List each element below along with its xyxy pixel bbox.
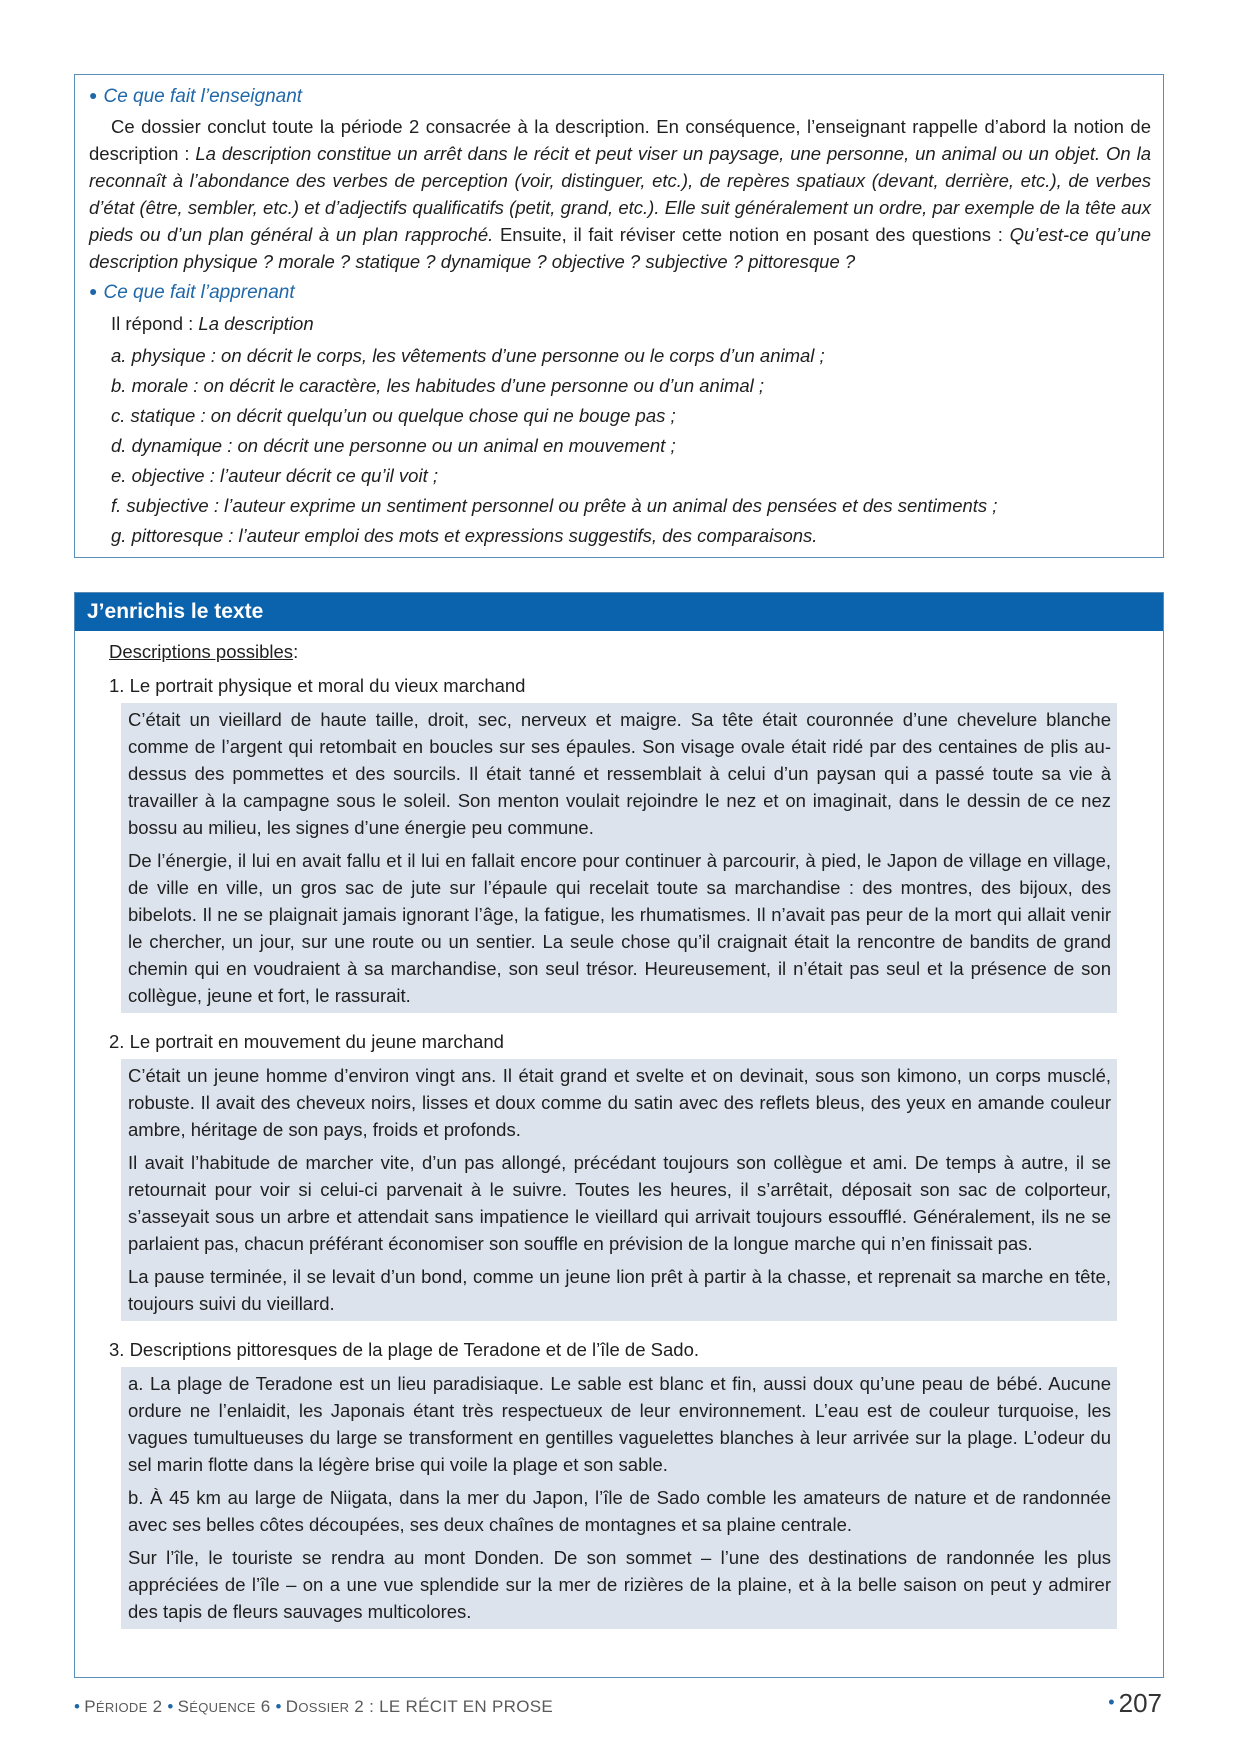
bullet-icon: • <box>167 1697 174 1716</box>
description-definition: La description constitue un arrêt dans le récit et peut viser un paysage, une personne, un animal ou un objet. On la reconnaît à l’abondance des verbes de perception (voir, distinguer, etc.), de repères spatiaux (devant, derrière, etc.), de verbes d’état (être, sembler, etc.) et d’adjectifs qualificatifs (petit, grand, etc.). Elle suit généralement un ordre, par exemple de la tête aux pieds ou d’un plan général à un plan rapproché. <box>89 143 1151 245</box>
enrich-content <box>75 631 1163 1629</box>
section-banner: J’enrichis le texte <box>75 593 1163 631</box>
list-item: c. statique : on décrit quelqu’un ou quelque chose qui ne bouge pas ; <box>111 405 676 426</box>
questions: Qu’est-ce qu’une description physique ? morale ? statique ? dynamique ? objective ? subjective ? pittoresque ? <box>89 224 1151 272</box>
teacher-paragraph: Ce dossier conclut toute la période 2 consacrée à la description. En conséquence, l’enseignant rappelle d’abord la notion de description : La description constitue un arrêt dans le récit et peut viser un paysage, une personne, un animal ou un objet. On la reconnaît à l’abondance des verbes de perception (voir, distinguer, etc.), de repères spatiaux (devant, derrière, etc.), de verbes d’état (être, sembler, etc.) et d’adjectifs qualificatifs (petit, grand, etc.). Elle suit généralement un ordre, par exemple de la tête aux pieds ou d’un plan général à un plan rapproché. Ensuite, il fait réviser cette notion en posant des questions : Qu’est-ce qu’une description physique ? morale ? statique ? dynamique ? objective ? subjective ? pittoresque ? <box>89 116 1151 272</box>
list-item: a. physique : on décrit le corps, les vêtements d’une personne ou le corps d’un animal ; <box>111 345 825 366</box>
descriptions-subtitle: Descriptions possibles: <box>109 641 299 662</box>
section-title: 2. Le portrait en mouvement du jeune marchand <box>109 1031 504 1052</box>
page-number: • 207 <box>1108 1688 1162 1718</box>
paragraph: b. À 45 km au large de Niigata, dans la mer du Japon, l’île de Sado comble les amateurs de nature et de randonnée avec ses belles côtes découpées, ses deux chaînes de montagnes et sa plaine centrale. <box>128 1487 1111 1535</box>
teacher-heading: ● Ce que fait l’enseignant <box>89 86 303 107</box>
learner-reply: Il répond : La description <box>111 313 314 334</box>
paragraph: C’était un vieillard de haute taille, droit, sec, nerveux et maigre. Sa tête était couronnée d’une chevelure blanche comme de l’argent qui retombait en boucles sur ses épaules. Son visage ovale était ridé par des centaines de plis au-dessus des pommettes et des sourcils. Il était tanné et ressemblait à celui d’un paysan qui a passé toute sa vie à travailler à la campagne sous le soleil. Son menton voulait rejoindre le nez et on imaginait, dans le dessin de ce nez bossu au milieu, les signes d’une énergie peu commune. <box>128 709 1111 838</box>
list-item: e. objective : l’auteur décrit ce qu’il voit ; <box>111 465 438 486</box>
section-title: 1. Le portrait physique et moral du vieux marchand <box>109 675 526 696</box>
bullet-icon: ● <box>89 87 98 103</box>
paragraph: La pause terminée, il se levait d’un bond, comme un jeune lion prêt à partir à la chasse, et reprenait sa marche en tête, toujours suivi du vieillard. <box>128 1266 1111 1314</box>
enrich-box <box>74 592 1164 1678</box>
shaded-text-block <box>121 1367 1117 1629</box>
list-item: d. dynamique : on décrit une personne ou un animal en mouvement ; <box>111 435 676 456</box>
teacher-learner-box <box>74 74 1164 558</box>
section-title: 3. Descriptions pittoresques de la plage de Teradone et de l’île de Sado. <box>109 1339 699 1360</box>
shaded-text-block <box>121 1059 1117 1321</box>
bullet-icon: • <box>275 1697 282 1716</box>
page-footer: • PÉRIODE 2 • SÉQUENCE 6 • DOSSIER 2 : LE RÉCIT EN PROSE <box>74 1697 554 1716</box>
list-item: f. subjective : l’auteur exprime un sentiment personnel ou prête à un animal des pensées et des sentiments ; <box>111 495 998 516</box>
bullet-icon: • <box>1108 1692 1115 1712</box>
bullet-icon: ● <box>89 283 98 299</box>
list-item: b. morale : on décrit le caractère, les habitudes d’une personne ou d’un animal ; <box>111 375 765 396</box>
list-item: g. pittoresque : l’auteur emploi des mots et expressions suggestifs, des comparaisons. <box>111 525 818 546</box>
paragraph: Il avait l’habitude de marcher vite, d’un pas allongé, précédant toujours son collègue et ami. De temps à autre, il se retournait pour voir si celui-ci parvenait à le suivre. Toutes les heures, il s’arrêtait, déposait son sac de colporteur, s’asseyait sous un arbre et attendait sans impatience le vieillard qui arrivait toujours essoufflé. Généralement, ils ne se parlaient pas, chacun préférant économiser son souffle en prévision de la longue marche qui n’en finissait pas. <box>128 1152 1111 1254</box>
bullet-icon: • <box>74 1697 81 1716</box>
learner-heading: ● Ce que fait l’apprenant <box>89 282 295 303</box>
shaded-text-block <box>121 703 1117 1013</box>
paragraph: a. La plage de Teradone est un lieu paradisiaque. Le sable est blanc et fin, aussi doux qu’une peau de bébé. Aucune ordure ne l’enlaidit, les Japonais étant très respectueux de leur environnement. L’eau est de couleur turquoise, les vagues tumultueuses du large se transforment en gentilles vaguelettes blanches à leur arrivée sur la plage. L’odeur du sel marin flotte dans la légère brise qui voile la plage et son sable. <box>128 1373 1111 1475</box>
paragraph: C’était un jeune homme d’environ vingt ans. Il était grand et svelte et on devinait, sous son kimono, un corps musclé, robuste. Il avait des cheveux noirs, lisses et doux comme du satin avec des reflets bleus, des yeux en amande couleur ambre, héritage de son pays, froids et profonds. <box>128 1065 1111 1140</box>
paragraph: Sur l’île, le touriste se rendra au mont Donden. De son sommet – l’une des destinations de randonnée les plus appréciées de l’île – on a une vue splendide sur la mer de rizières de la plaine, et à la belle saison on peut y admirer des tapis de fleurs sauvages multicolores. <box>128 1547 1111 1622</box>
paragraph: De l’énergie, il lui en avait fallu et il lui en fallait encore pour continuer à parcourir, à pied, le Japon de village en village, de ville en ville, un gros sac de jute sur l’épaule qui recelait toute sa marchandise : des montres, des bijoux, des bibelots. Il ne se plaignait jamais ignorant l’âge, la fatigue, les rhumatismes. Il n’avait pas peur de la mort qui allait venir le chercher, un jour, sur une route ou un sentier. La seule chose qu’il craignait était la rencontre de bandits de grand chemin qui en voudraient à sa marchandise, son seul trésor. Heureusement, il n’était pas seul et la présence de son collègue, jeune et fort, le rassurait. <box>128 850 1111 1006</box>
